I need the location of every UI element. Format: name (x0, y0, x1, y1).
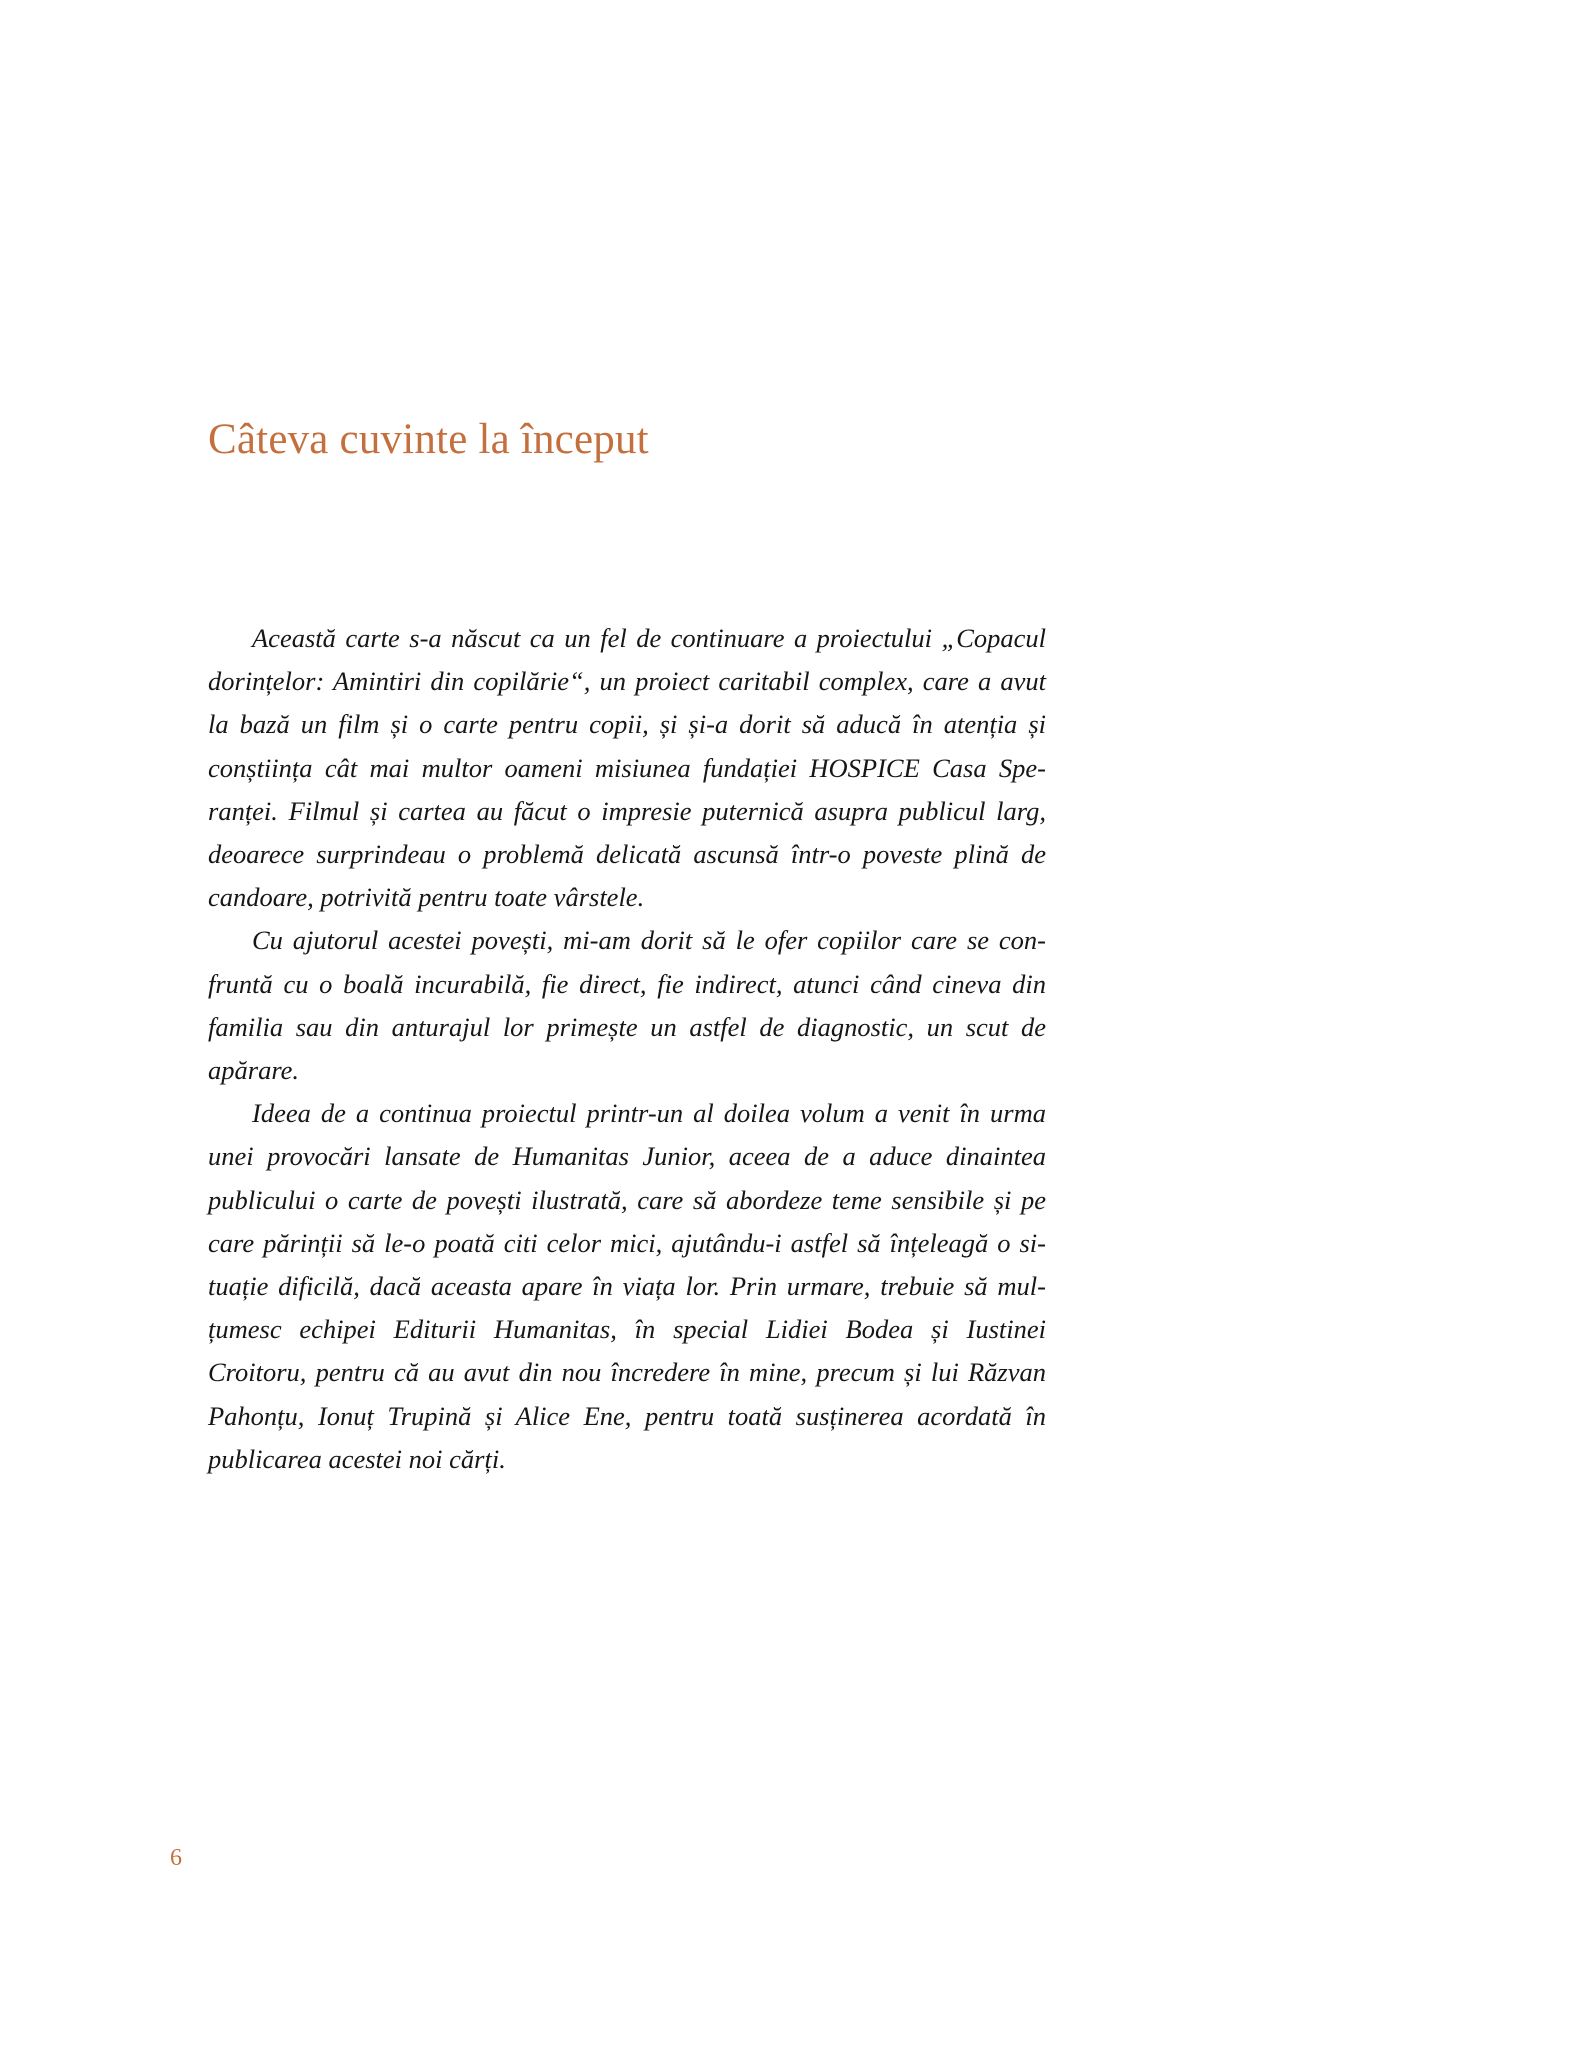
paragraph: Această carte s-a născut ca un fel de continuare a proiectului „Copacul dorințelor: Amintiri din copilărie“, un proiect caritabil complex, care a avut la bază un film și o carte pentru copii, și și-a dorit să aducă în atenția și conștiința cât mai multor oameni misiunea fundației HOSPICE Casa Spe-ranței. Filmul și cartea au făcut o impresie puternică asupra publicul larg, deoarece surprindeau o problemă delicată ascunsă într-o poveste plină de candoare, potrivită pentru toate vârstele. (208, 623, 1046, 913)
page-number: 6 (170, 1845, 182, 1871)
paragraph: Ideea de a continua proiectul printr-un al doilea volum a venit în urma unei provocări lansate de Humanitas Junior, aceea de a aduce dinaintea publicului o carte de povești ilustrată, care să abordeze teme sensibile și pe care părinții să le-o poată citi celor mici, ajutându-i astfel să înțeleagă o si-tuație dificilă, dacă aceasta apare în viața lor. Prin urmare, trebuie să mul-țumesc echipei Editurii Humanitas, în special Lidiei Bodea și Iustinei Croitoru, pentru că au avut din nou încredere în mine, precum și lui Răzvan Pahonțu, Ionuț Trupină și Alice Ene, pentru toată susținerea acordată în publicarea acestei noi cărți. (208, 1098, 1046, 1474)
page-title: Câteva cuvinte la început (208, 415, 649, 463)
body-text (208, 617, 1046, 1481)
paragraph: Cu ajutorul acestei povești, mi-am dorit să le ofer copiilor care se con-fruntă cu o boală incurabilă, fie direct, fie indirect, atunci când cineva din familia sau din anturajul lor primește un astfel de diagnostic, un scut de apărare. (208, 925, 1046, 1086)
